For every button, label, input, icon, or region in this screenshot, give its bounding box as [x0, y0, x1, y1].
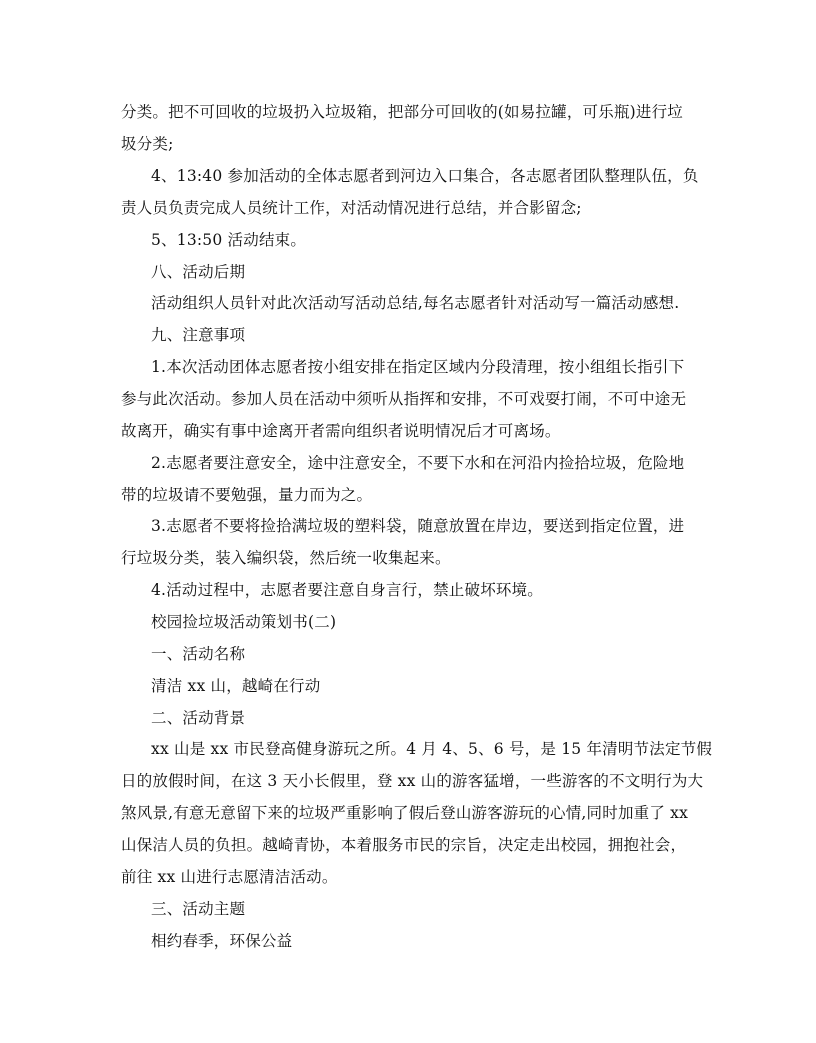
text-line: 3.志愿者不要将捡拾满垃圾的塑料袋，随意放置在岸边，要送到指定位置，进 [151, 517, 685, 535]
text-line: 煞风景,有意无意留下来的垃圾严重影响了假后登山游客游玩的心情,同时加重了 xx [121, 804, 689, 822]
text-line: 1.本次活动团体志愿者按小组安排在指定区域内分段清理，按小组组长指引下 [151, 358, 685, 376]
text-line: xx 山是 xx 市民登高健身游玩之所。4 月 4、5、6 号，是 15 年清明节法定节假 [151, 740, 713, 758]
section-heading: 三、活动主题 [151, 900, 246, 918]
text-line: 日的放假时间，在这 3 天小长假里，登 xx 山的游客猛增，一些游客的不文明行为大 [121, 772, 704, 790]
text-line: 前往 xx 山进行志愿清洁活动。 [121, 868, 338, 886]
text-line: 5、13:50 活动结束。 [151, 231, 307, 249]
text-line: 2.志愿者要注意安全，途中注意安全，不要下水和在河沿内捡拾垃圾，危险地 [151, 454, 685, 472]
section-heading: 九、注意事项 [151, 326, 246, 344]
text-line: 带的垃圾请不要勉强，量力而为之。 [121, 486, 373, 504]
text-line: 圾分类; [121, 135, 174, 153]
text-line: 活动组织人员针对此次活动写活动总结,每名志愿者针对活动写一篇活动感想. [151, 294, 680, 312]
text-line: 相约春季，环保公益 [151, 932, 293, 950]
section-heading: 一、活动名称 [151, 645, 246, 663]
text-line: 故离开，确实有事中途离开者需向组织者说明情况后才可离场。 [121, 422, 561, 440]
text-line: 清洁 xx 山，越崎在行动 [151, 677, 321, 695]
text-line: 责人员负责完成人员统计工作，对活动情况进行总结，并合影留念; [121, 199, 582, 217]
document-title: 校园捡垃圾活动策划书(二) [151, 613, 337, 631]
section-heading: 八、活动后期 [151, 263, 246, 281]
text-line: 分类。把不可回收的垃圾扔入垃圾箱，把部分可回收的(如易拉罐，可乐瓶)进行垃 [121, 103, 683, 121]
section-heading: 二、活动背景 [151, 709, 246, 727]
text-line: 行垃圾分类，装入编织袋，然后统一收集起来。 [121, 549, 451, 567]
text-line: 参与此次活动。参加人员在活动中须听从指挥和安排，不可戏耍打闹，不可中途无 [121, 390, 687, 408]
text-line: 山保洁人员的负担。越崎青协，本着服务市民的宗旨，决定走出校园，拥抱社会， [121, 836, 687, 854]
text-line: 4.活动过程中，志愿者要注意自身言行，禁止破坏环境。 [151, 581, 543, 599]
text-line: 4、13:40 参加活动的全体志愿者到河边入口集合，各志愿者团队整理队伍，负 [151, 167, 699, 185]
